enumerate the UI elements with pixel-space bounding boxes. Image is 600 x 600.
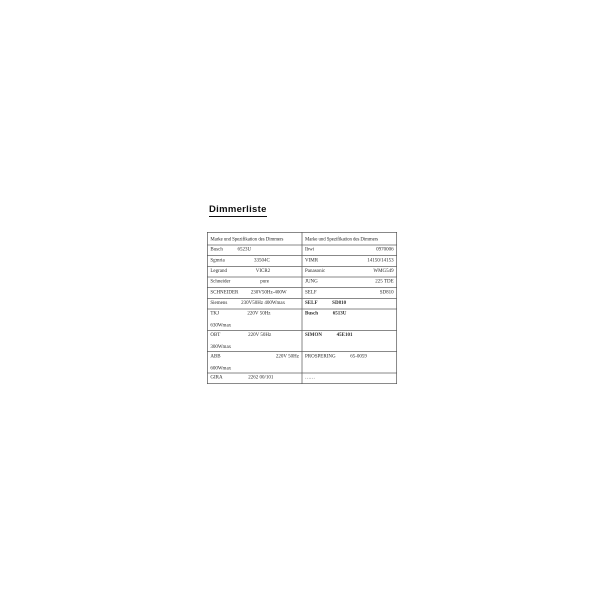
table-row [207, 309, 396, 330]
dimmer-table-wrapper [207, 232, 397, 384]
table-row [207, 256, 396, 267]
brand-label: TKJ [210, 310, 219, 317]
table-cell [207, 373, 302, 384]
table-cell [302, 298, 397, 309]
table-cell [302, 309, 397, 330]
spec-value: 220V 50Hz [247, 310, 271, 317]
spec-value-line2: 300Wmax [210, 343, 232, 350]
table-header-left: Marke und Spezifikation des Dimmers [207, 232, 302, 245]
ellipsis-placeholder: …… [305, 374, 316, 381]
table-cell [207, 288, 302, 299]
spec-value: WMG549 [373, 267, 394, 274]
spec-value: 0970006 [376, 246, 394, 253]
table-row [207, 330, 396, 351]
table-cell [302, 256, 397, 267]
spec-value: 6513U [332, 310, 347, 317]
page-title: Dimmerliste [209, 204, 267, 215]
brand-label: SCHNEIDER [210, 288, 239, 295]
table-cell [207, 298, 302, 309]
brand-label: ABB [210, 352, 221, 359]
brand-label: Panasonic [305, 267, 326, 274]
table-cell [302, 266, 397, 277]
table-cell [302, 352, 397, 373]
spec-value: 230V50Hz 400Wmax [241, 299, 286, 306]
brand-label: Ibwi [305, 246, 315, 253]
spec-value: 2262 00/101 [248, 374, 274, 381]
spec-value: VICR2 [255, 267, 271, 274]
brand-label: Busch [210, 246, 223, 253]
table-cell [207, 277, 302, 288]
table-row [207, 277, 396, 288]
spec-value: 220V 50Hz [275, 352, 300, 359]
spec-value: SD810 [379, 288, 394, 295]
table-cell [207, 266, 302, 277]
spec-value: 6523U [237, 246, 252, 253]
spec-value: pure [260, 278, 270, 285]
spec-value: 65-0059 [350, 352, 367, 359]
brand-label: SELF [305, 288, 317, 295]
table-row [207, 352, 396, 373]
spec-value: 220V 50Hz [248, 331, 272, 338]
table-row [207, 266, 396, 277]
table-cell [302, 245, 397, 256]
table-cell [207, 309, 302, 330]
table-cell [207, 352, 302, 373]
brand-label: Busch [305, 310, 319, 317]
brand-label: Siemens [210, 299, 228, 306]
brand-label: Legrand [210, 267, 228, 274]
table-header-right: Marke und Spezifikation des Dimmers [302, 232, 397, 245]
spec-value-line2: 600Wmax [210, 364, 232, 371]
spec-value: 45E101 [336, 331, 353, 338]
brand-label: VIMR [305, 256, 319, 263]
brand-label: Sgmria [210, 256, 225, 263]
table-row [207, 288, 396, 299]
table-row [207, 373, 396, 384]
spec-value: 225 TDE [375, 278, 394, 285]
table-cell [302, 288, 397, 299]
spec-value: 33504C [253, 256, 270, 263]
spec-value: 230V50Hz-400W [250, 288, 287, 295]
table-cell [207, 256, 302, 267]
spec-value: 14150/14153 [367, 256, 394, 263]
table-cell [302, 373, 397, 384]
brand-label: JUNG [305, 278, 318, 285]
brand-label: PROSPERING [305, 352, 336, 359]
table-cell [207, 330, 302, 351]
spec-value: SD810 [332, 299, 347, 306]
brand-label: GIRA [210, 374, 223, 381]
spec-value-line2: 630Wmax [210, 321, 232, 328]
table-cell [207, 245, 302, 256]
table-cell [302, 330, 397, 351]
brand-label: OBT [210, 331, 221, 338]
table-header-row [207, 232, 396, 245]
table-row [207, 245, 396, 256]
brand-label: SELF [305, 299, 318, 306]
table-row [207, 298, 396, 309]
table-cell [302, 277, 397, 288]
brand-label: Schneider [210, 278, 231, 285]
brand-label: SIMON [305, 331, 322, 338]
dimmer-table [207, 232, 397, 384]
